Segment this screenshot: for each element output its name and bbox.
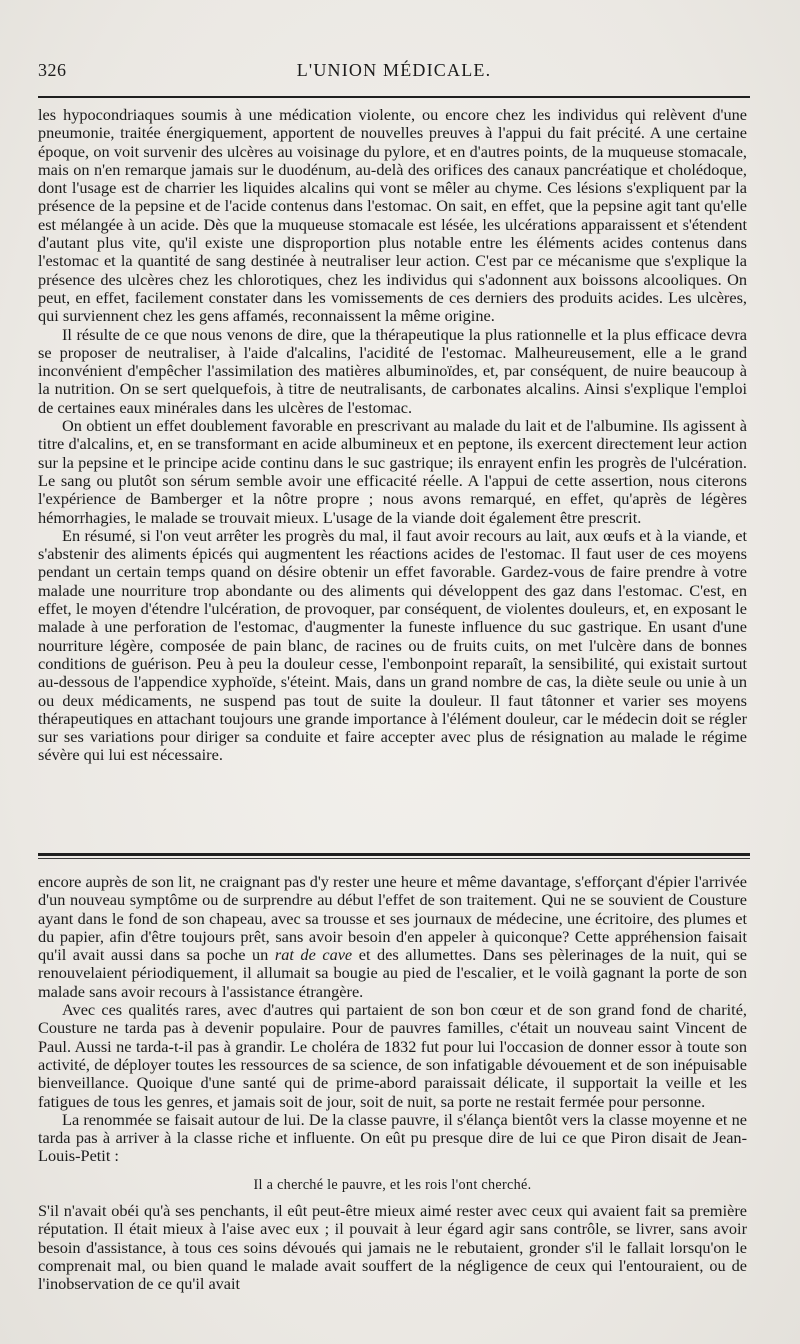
verse-quote: Il a cherché le pauvre, et les rois l'ont cherché. <box>253 1176 532 1193</box>
page-header <box>38 60 750 86</box>
feuilleton-italic-term: rat de cave <box>274 945 353 965</box>
article-paragraph: Il résulte de ce que nous venons de dire, que la thérapeutique la plus rationnelle et la plus efficace devra se proposer de neutraliser, à l'aide d'alcalins, l'acidité de l'estomac. Malheureusement, elle a le grand inconvénient d'empêcher l'assimilation des matières albuminoïdes, et, par conséquent, de nuire beaucoup à la nutrition. On se sert quelquefois, à titre de neutralisants, de carbonates alcalins. Ainsi s'explique l'emploi de certaines eaux minérales dans les ulcères de l'estomac. <box>38 324 747 417</box>
separator-thick-rule <box>38 853 750 856</box>
article-body <box>38 106 747 765</box>
feuilleton-paragraph: Avec ces qualités rares, avec d'autres qui partaient de son bon cœur et de son grand fond de charité, Cousture ne tarda pas à devenir populaire. Pour de pauvres familles, c'était un nouveau saint Vincent de Paul. Aussi ne tarda-t-il pas à grandir. Le choléra de 1832 fut pour lui l'occasion de donner essor à toute son activité, de déployer toutes les ressources de sa science, de son infatigable dévouement et de son inépuisable bienveillance. Quoique d'une santé qui de prime-abord paraissait délicate, il supportait la veille et les fatigues de tous les genres, et jamais soit de jour, soit de nuit, sa porte ne restait fermée pour personne. <box>38 1000 747 1111</box>
separator-thin-rule <box>38 858 750 859</box>
feuilleton-paragraph: S'il n'avait obéi qu'à ses penchants, il eût peut-être mieux aimé rester avec ceux qui avaient fait sa première réputation. Il était mieux à l'aise avec eux ; il pouvait à leur égard agir sans contrôle, se livrer, sans avoir besoin d'assistance, à tous ces soins dévoués qui jamais ne le rebutaient, gronder s'il le fallait lorsqu'on le comprenait mal, ou bien quand le malade avait souffert de la négligence de ceux qui l'entouraient, ou de l'inobservation de ce qu'il avait <box>38 1201 747 1294</box>
article-paragraph: les hypocondriaques soumis à une médication violente, ou encore chez les individus qui relèvent d'une pneumonie, traitée énergiquement, apportent de nouvelles preuves à l'appui du fait précité. A une certaine époque, on voit survenir des ulcères au voisinage du pylore, et en d'autres points, de la muqueuse stomacale, mais on n'en remarque jamais sur le duodénum, au-delà des orifices des canaux pancréatique et cholédoque, dont l'usage est de charrier les liquides alcalins qui vont se mêler au chyme. Ces lésions s'expliquent par la présence de la pepsine et de l'acide contenus dans l'estomac. On sait, en effet, que la pepsine agit tant qu'elle est mélangée à un acide. Dès que la muqueuse stomacale est lésée, les ulcérations apparaissent et s'étendent d'autant plus vite, qu'il existe une disproportion plus notable entre les éléments acides contenus dans l'estomac et la quantité de sang destinée à neutraliser leur action. C'est par ce mécanisme que s'explique la présence des ulcères chez les chlorotiques, chez les individus qui s'adonnent aux boissons alcooliques. On peut, en effet, facilement constater dans les vomissements de ces derniers des produits acides. Les ulcères, qui surviennent chez les gens affamés, reconnaissent la même origine. <box>38 105 747 326</box>
feuilleton-paragraph: La renommée se faisait autour de lui. De la classe pauvre, il s'élança bientôt vers la classe moyenne et ne tarda pas à arriver à la classe riche et influente. On eût pu presque dire de lui ce que Piron disait de Jean-Louis-Petit : <box>38 1109 747 1166</box>
feuilleton-separator <box>38 853 750 859</box>
feuilleton-text: et des allumettes. Dans ses pèlerinages de la nuit, qui se renouvelaient périodiquement, il allumait sa bougie au pied de l'escalier, et le voilà gagnant la porte de son malade sans avoir recours à l'assistance étrangère. <box>38 945 748 1001</box>
article-paragraph: En résumé, si l'on veut arrêter les progrès du mal, il faut avoir recours au lait, aux œufs et à la viande, et s'abstenir des aliments épicés qui augmentent les réactions acides de l'estomac. Il faut user de ces moyens pendant un certain temps quand on désire obtenir un effet favorable. Gardez-vous de faire prendre à votre malade une nourriture trop abondante ou des aliments qui développent des gaz dans l'estomac. C'est, en effet, le moyen d'étendre l'ulcération, de provoquer, par conséquent, de violentes douleurs, et, en exposant le malade à une perforation de l'estomac, d'augmenter la funeste influence du suc gastrique. En usant d'une nourriture légère, composée de pain blanc, de racines ou de fruits cuits, on met l'ulcère dans de bonnes conditions de guérison. Peu à peu la douleur cesse, l'embonpoint reparaît, la sensibilité, qui existait surtout au-dessous de l'appendice xyphoïde, s'éteint. Mais, dans un grand nombre de cas, la diète seule ou unie à un ou deux médicaments, ne suspend pas tout de suite la douleur. Il faut tâtonner et varier ses moyens thérapeutiques en attachant toujours une grande importance à l'élément douleur, car le médecin doit se régler sur ses variations pour diriger sa conduite et faire accepter avec plus de résignation au malade le régime sévère qui lui est nécessaire. <box>38 525 747 765</box>
header-rule <box>38 96 750 98</box>
feuilleton-text: encore auprès de son lit, ne craignant pas d'y rester une heure et même davantage, s'efforçant d'épier l'arrivée d'un nouveau symptôme ou de surprendre au début l'effet de son traitement. Qui ne se souvient de Cousture ayant dans le fond de son chapeau, avec sa trousse et ses journaux de médecine, une écritoire, des plumes et du papier, afin d'être toujours prêt, sans avoir besoin d'en appeler à quiconque? Cette appréhension faisait qu'il avait aussi dans sa poche un <box>38 872 747 965</box>
running-title: L'UNION MÉDICALE. <box>296 60 492 80</box>
feuilleton-paragraph <box>38 873 747 1001</box>
article-paragraph: On obtient un effet doublement favorable en prescrivant au malade du lait et de l'albumine. Ils agissent à titre d'alcalins, et, en se transformant en acide albumineux et en peptone, ils exercent directement leur action sur la pepsine et le principe acide continu dans le suc gastrique; ils enrayent enfin les progrès de l'ulcération. Le sang ou plutôt son sérum semble avoir une efficacité réelle. A l'appui de cette assertion, nous citerons l'expérience de Bamberger et la nôtre propre ; nous avons remarqué, en effet, qu'après de légères hémorrhagies, le malade se trouvait mieux. L'usage de la viande doit également être prescrit. <box>38 416 747 527</box>
feuilleton-body <box>38 873 747 1294</box>
page-number: 326 <box>38 60 67 80</box>
